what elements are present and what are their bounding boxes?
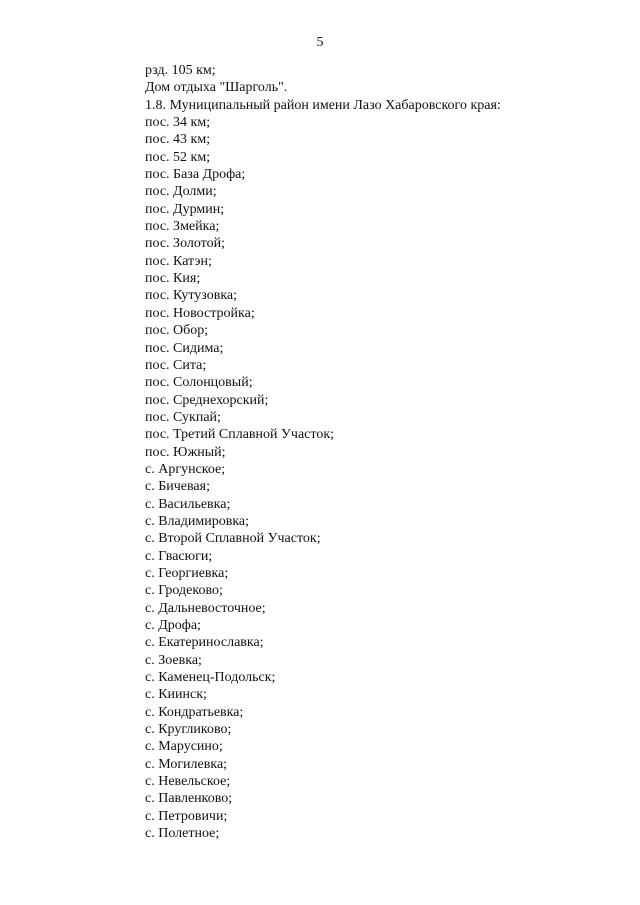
- list-item: пос. 52 км;: [145, 149, 211, 165]
- list-item: с. Каменец-Подольск;: [145, 670, 276, 686]
- list-item: пос. Третий Сплавной Участок;: [145, 427, 335, 443]
- list-item: с. Кондратьевка;: [145, 704, 244, 720]
- list-item: с. Гродеково;: [145, 583, 223, 599]
- list-item: пос. Солонцовый;: [145, 375, 253, 391]
- section-heading: 1.8. Муниципальный район имени Лазо Хабаровского края:: [145, 97, 501, 113]
- list-item: с. Дрофа;: [145, 618, 201, 633]
- list-item: пос. Кутузовка;: [145, 288, 238, 304]
- list-item: пос. Обор;: [145, 323, 209, 339]
- list-item: пос. Новостройка;: [145, 305, 255, 321]
- list-item: с. Васильевка;: [145, 496, 231, 512]
- list-item: с. Павленково;: [145, 791, 233, 807]
- list-item: с. Марусино;: [145, 739, 223, 755]
- list-item: с. Георгиевка;: [145, 565, 229, 581]
- list-item: с. Владимировка;: [145, 513, 250, 529]
- list-item: с. Второй Сплавной Участок;: [145, 531, 321, 547]
- list-item: с. Киинск;: [145, 687, 207, 703]
- list-item: с. Петровичи;: [145, 808, 228, 824]
- list-item: пос. 43 км;: [145, 132, 211, 148]
- list-item: с. Екатеринославка;: [145, 635, 264, 651]
- list-item: с. Полетное;: [145, 826, 220, 842]
- list-item: пос. Змейка;: [145, 219, 220, 235]
- list-item: с. Бичевая;: [145, 479, 210, 495]
- list-item: с. Гвасюги;: [145, 548, 213, 564]
- list-item: с. Кругликово;: [145, 722, 232, 738]
- text-line: Дом отдыха "Шарголь".: [145, 80, 288, 96]
- list-item: пос. 34 км;: [145, 115, 211, 131]
- list-item: пос. Долми;: [145, 184, 217, 200]
- list-item: пос. Сидима;: [145, 340, 224, 356]
- list-item: пос. Кия;: [145, 271, 201, 287]
- list-item: пос. Сукпай;: [145, 409, 221, 425]
- list-item: пос. Дурмин;: [145, 201, 225, 217]
- list-item: пос. Среднехорский;: [145, 392, 269, 408]
- list-item: пос. Катэн;: [145, 253, 212, 269]
- document-body: [145, 62, 615, 842]
- list-item: пос. Южный;: [145, 444, 226, 460]
- list-item: пос. База Дрофа;: [145, 167, 246, 183]
- list-item: с. Дальневосточное;: [145, 600, 266, 616]
- list-item: пос. Золотой;: [145, 236, 226, 252]
- page-number: 5: [316, 35, 324, 50]
- list-item: пос. Сита;: [145, 357, 207, 373]
- list-item: с. Невельское;: [145, 774, 231, 790]
- list-item: с. Могилевка;: [145, 756, 228, 772]
- list-item: с. Аргунское;: [145, 461, 226, 477]
- list-item: с. Зоевка;: [145, 652, 202, 668]
- text-line: рзд. 105 км;: [145, 63, 216, 78]
